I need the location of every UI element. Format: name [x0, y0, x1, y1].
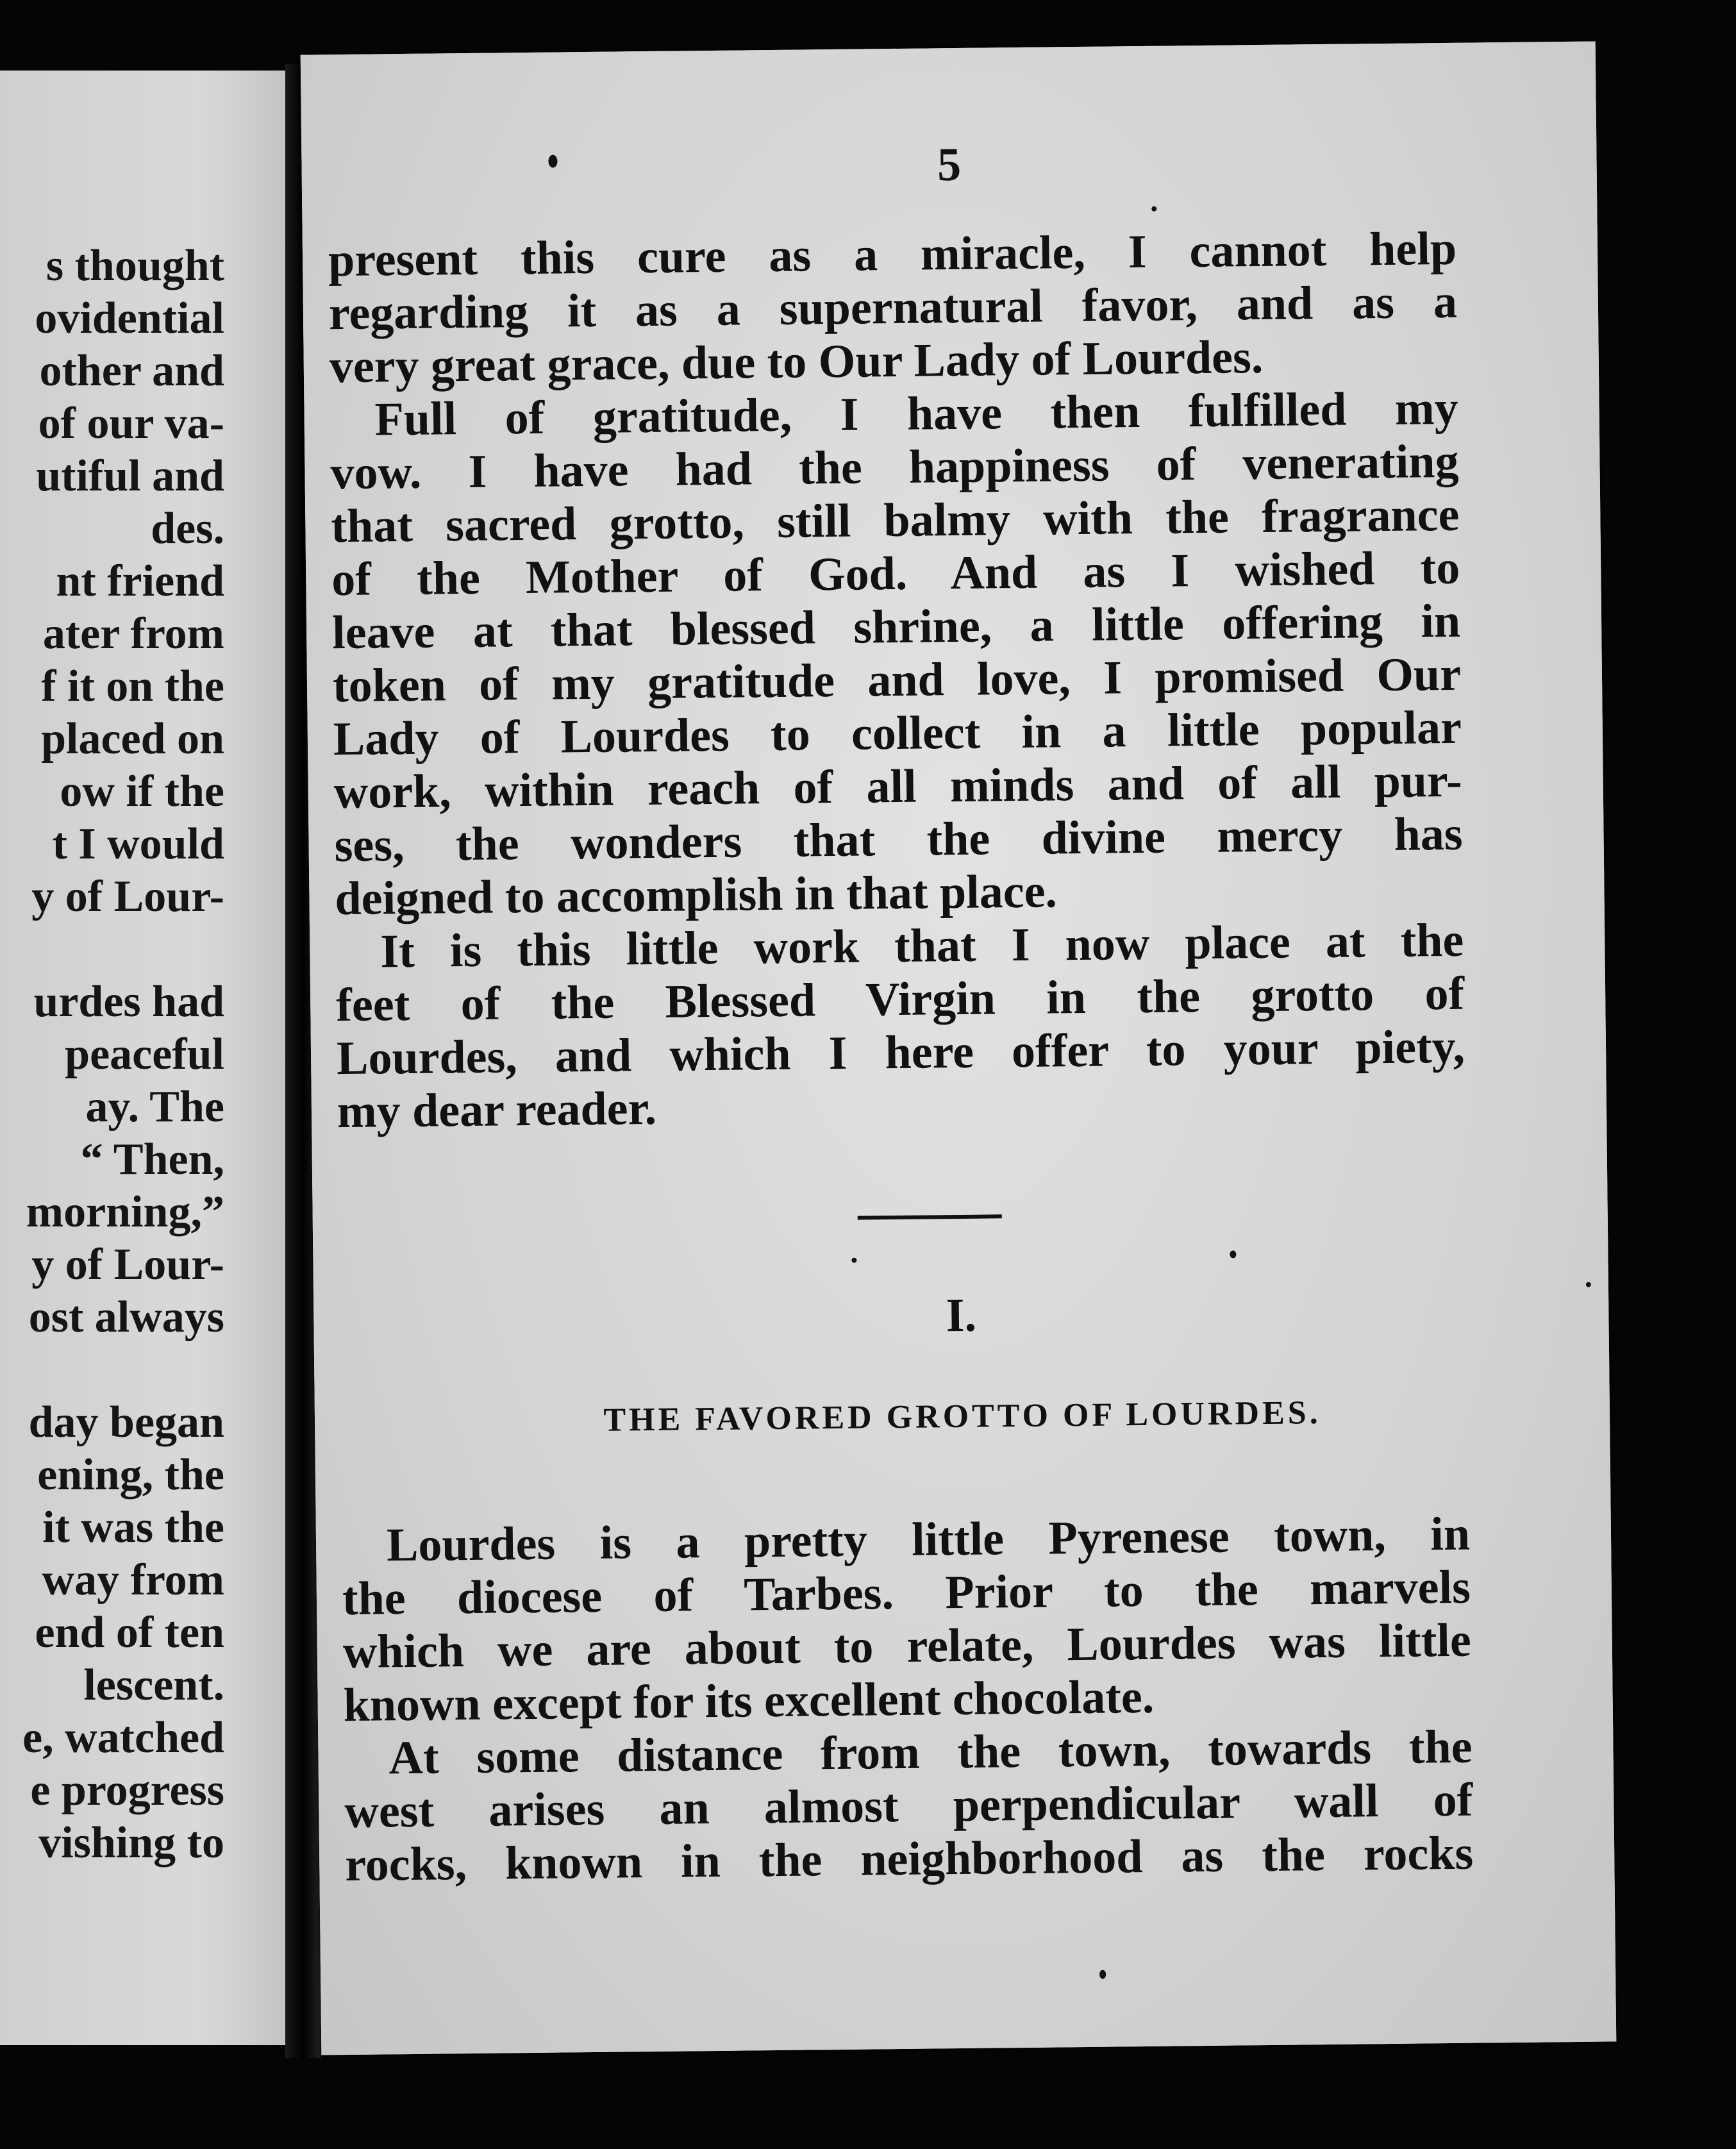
- ink-speck: [851, 1258, 856, 1263]
- text-line: At some distance from the town, towards the: [388, 1720, 1473, 1785]
- previous-page-line: vishing to: [38, 1818, 224, 1868]
- text-line: that sacred grotto, still balmy with the fragrance: [330, 488, 1460, 553]
- text-line: feet of the Blessed Virgin in the grotto of: [335, 967, 1465, 1032]
- previous-page-line: way from: [42, 1555, 224, 1605]
- text-line: work, within reach of all minds and of all pur-: [333, 754, 1463, 819]
- text-line: my dear reader.: [337, 1082, 657, 1139]
- ink-speck: [1230, 1250, 1236, 1258]
- previous-page-line: ovidential: [35, 294, 224, 343]
- text-line: Lourdes, and which I here offer to your piety,: [336, 1020, 1465, 1085]
- previous-page-line: morning,”: [26, 1187, 224, 1237]
- previous-page-line: t I would: [52, 819, 224, 869]
- text-line: Lourdes is a pretty little Pyrenese town, in: [386, 1507, 1471, 1572]
- paragraph-4: [342, 1508, 1472, 1732]
- text-line: ses, the wonders that the divine mercy has: [334, 807, 1463, 873]
- paragraph-3: [335, 914, 1465, 1139]
- ink-speck: [548, 155, 557, 167]
- text-line: the diocese of Tarbes. Prior to the marvels: [342, 1560, 1471, 1626]
- page-number: 5: [937, 138, 962, 192]
- paragraph-5: [344, 1721, 1474, 1892]
- previous-page-line: ow if the: [60, 767, 224, 816]
- section-title: THE FAVORED GROTTO OF LOURDES.: [603, 1394, 1321, 1439]
- section-number: I.: [946, 1289, 977, 1342]
- previous-page-line: y of Lour-: [31, 1240, 224, 1289]
- previous-page-line: f it on the: [41, 662, 224, 711]
- paragraph-1: [328, 222, 1458, 394]
- text-line: which we are about to relate, Lourdes was little: [342, 1614, 1472, 1679]
- previous-page-line: s thought: [46, 241, 224, 290]
- previous-page-line: placed on: [41, 714, 224, 764]
- text-line: vow. I have had the happiness of venerating: [330, 435, 1459, 500]
- previous-page-line: “ Then,: [80, 1135, 224, 1184]
- text-line: present this cure as a miracle, I cannot help: [328, 222, 1457, 287]
- previous-page-line: ost always: [28, 1292, 224, 1342]
- previous-page-line: ening, the: [37, 1450, 224, 1500]
- text-line: Full of gratitude, I have then fulfilled my: [374, 381, 1459, 446]
- text-line: very great grace, due to Our Lady of Lourdes.: [329, 330, 1264, 394]
- previous-page-line: end of ten: [35, 1608, 224, 1657]
- previous-page-line: e progress: [30, 1766, 224, 1815]
- previous-page-line: lescent.: [83, 1660, 224, 1710]
- previous-page-line: utiful and: [36, 451, 224, 501]
- text-line: regarding it as a supernatural favor, and as a: [328, 275, 1458, 340]
- text-line: known except for its excellent chocolate.: [343, 1670, 1155, 1732]
- previous-page-line: it was the: [42, 1503, 224, 1552]
- ink-speck: [1151, 206, 1156, 212]
- previous-page-line: e, watched: [22, 1713, 224, 1762]
- previous-page-line: urdes had: [33, 977, 224, 1026]
- section-divider: [858, 1214, 1002, 1219]
- previous-page-line: nt friend: [56, 556, 224, 606]
- text-line: deigned to accomplish in that place.: [335, 865, 1058, 926]
- text-line: west arises an almost perpendicular wall of: [344, 1773, 1473, 1839]
- paragraph-2: [330, 382, 1464, 926]
- text-line: Lady of Lourdes to collect in a little popular: [333, 701, 1462, 766]
- previous-page-line: ay. The: [85, 1082, 224, 1132]
- ink-speck: [1586, 1282, 1591, 1287]
- previous-page-line: des.: [151, 504, 224, 553]
- previous-page-line: peaceful: [65, 1030, 224, 1079]
- text-line: It is this little work that I now place at the: [380, 914, 1464, 978]
- ink-speck: [1099, 1970, 1106, 1979]
- previous-page-line: day began: [28, 1398, 224, 1447]
- previous-page-line: y of Lour-: [31, 872, 224, 921]
- previous-page-fragment: [0, 71, 285, 2045]
- previous-page-line: other and: [39, 346, 224, 396]
- text-line: of the Mother of God. And as I wished to: [331, 541, 1460, 606]
- book-page: [301, 42, 1617, 2055]
- previous-page-line: ater from: [42, 609, 224, 658]
- text-line: leave at that blessed shrine, a little offering in: [331, 594, 1461, 660]
- text-line: rocks, known in the neighborhood as the rocks: [344, 1827, 1474, 1892]
- text-line: token of my gratitude and love, I promised Our: [332, 648, 1462, 713]
- previous-page-line: of our va-: [38, 399, 224, 448]
